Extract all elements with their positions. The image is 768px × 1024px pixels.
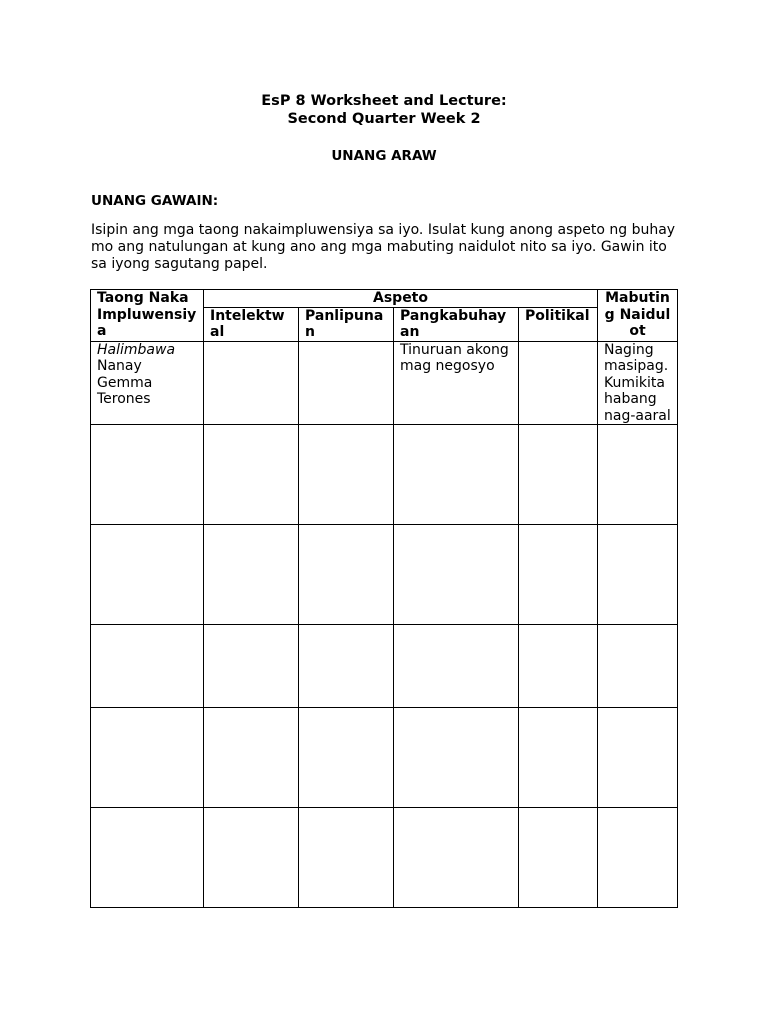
header-livelihood: Pangkabuhayan	[394, 307, 519, 341]
blank-cell[interactable]	[394, 525, 519, 625]
example-person-cell	[91, 341, 204, 425]
table-row	[91, 425, 678, 525]
blank-cell[interactable]	[598, 708, 678, 808]
header-intellectual: Intelektwal	[204, 307, 299, 341]
worksheet-title	[0, 92, 768, 128]
blank-cell[interactable]	[519, 808, 598, 908]
example-livelihood-cell: Tinuruan akong mag negosyo	[394, 341, 519, 425]
blank-cell[interactable]	[598, 425, 678, 525]
table-row	[91, 625, 678, 708]
blank-cell[interactable]	[598, 625, 678, 708]
blank-cell[interactable]	[299, 708, 394, 808]
blank-cell[interactable]	[91, 808, 204, 908]
header-social: Panlipunan	[299, 307, 394, 341]
blank-cell[interactable]	[204, 625, 299, 708]
example-person: Nanay Gemma Terones	[97, 358, 153, 407]
blank-cell[interactable]	[204, 708, 299, 808]
blank-cell[interactable]	[91, 625, 204, 708]
header-aspect-group: Aspeto	[204, 290, 598, 308]
table-row	[91, 708, 678, 808]
example-intellectual-cell	[204, 341, 299, 425]
blank-cell[interactable]	[299, 425, 394, 525]
blank-cell[interactable]	[91, 425, 204, 525]
blank-cell[interactable]	[299, 525, 394, 625]
blank-cell[interactable]	[519, 708, 598, 808]
blank-cell[interactable]	[204, 425, 299, 525]
activity-instructions: Isipin ang mga taong nakaimpluwensiya sa iyo. Isulat kung anong aspeto ng buhay mo ang natulungan at kung ano ang mga mabuting naidulot nito sa iyo. Gawin ito sa iyong sagutang papel.	[91, 222, 676, 272]
blank-cell[interactable]	[394, 808, 519, 908]
title-line-2: Second Quarter Week 2	[287, 111, 481, 127]
blank-cell[interactable]	[394, 425, 519, 525]
header-political: Politikal	[519, 307, 598, 341]
blank-cell[interactable]	[598, 808, 678, 908]
example-benefit-cell: Naging masipag. Kumikita habang nag-aaral	[598, 341, 678, 425]
blank-cell[interactable]	[394, 708, 519, 808]
example-social-cell	[299, 341, 394, 425]
activity-title: UNANG GAWAIN:	[91, 193, 219, 209]
table-row	[91, 808, 678, 908]
header-person: Taong Naka Impluwensiya	[91, 290, 204, 342]
example-political-cell	[519, 341, 598, 425]
blank-cell[interactable]	[299, 625, 394, 708]
blank-cell[interactable]	[519, 525, 598, 625]
blank-cell[interactable]	[299, 808, 394, 908]
influence-table	[90, 289, 678, 908]
header-benefit: Mabuting Naidulot	[598, 290, 678, 342]
blank-cell[interactable]	[91, 708, 204, 808]
blank-cell[interactable]	[519, 425, 598, 525]
blank-cell[interactable]	[91, 525, 204, 625]
blank-cell[interactable]	[204, 525, 299, 625]
day-heading: UNANG ARAW	[331, 148, 437, 164]
table-row	[91, 525, 678, 625]
blank-cell[interactable]	[519, 625, 598, 708]
example-label: Halimbawa	[97, 341, 176, 358]
title-line-1: EsP 8 Worksheet and Lecture:	[261, 93, 507, 109]
example-row	[91, 341, 678, 425]
blank-cell[interactable]	[204, 808, 299, 908]
blank-cell[interactable]	[598, 525, 678, 625]
blank-cell[interactable]	[394, 625, 519, 708]
